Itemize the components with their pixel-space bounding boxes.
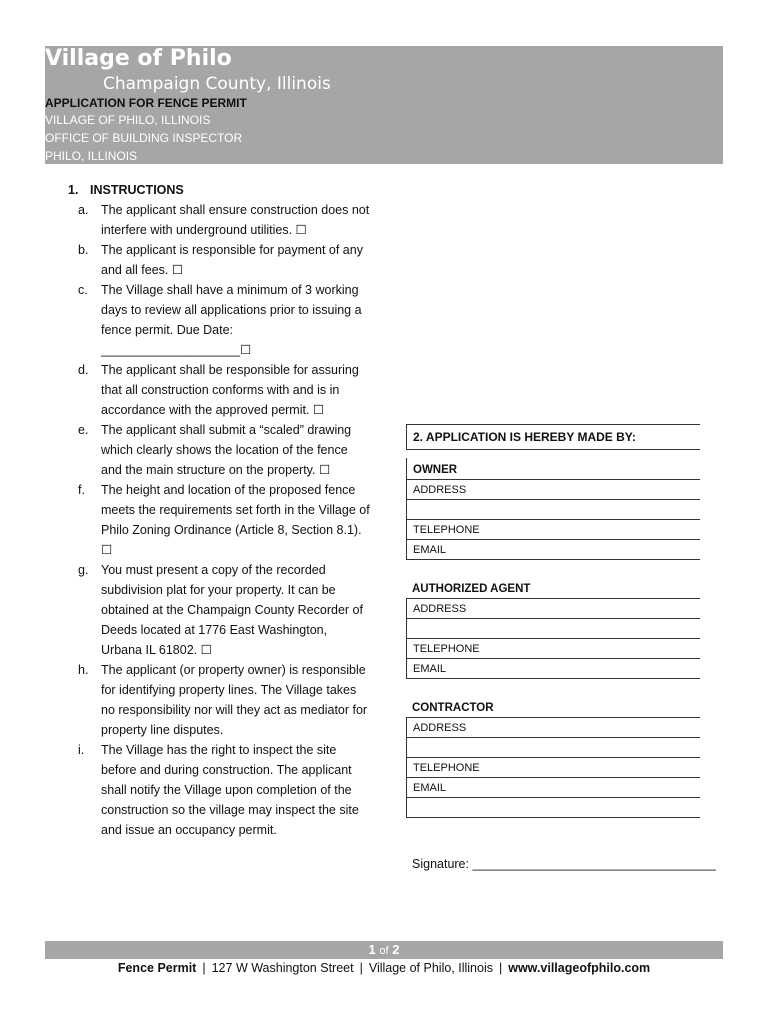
header-line-location: PHILO, ILLINOIS — [45, 149, 138, 163]
instruction-item — [60, 480, 370, 560]
owner-address-field[interactable]: ADDRESS — [406, 480, 700, 500]
village-title: Village of Philo — [45, 46, 232, 71]
footer-doc-title: Fence Permit — [117, 961, 197, 975]
agent-telephone-field[interactable]: TELEPHONE — [406, 639, 700, 659]
contractor-email-field[interactable]: EMAIL — [406, 778, 700, 798]
item-text: The Village shall have a minimum of 3 working days to review all applications prior to issuing a fence permit. Due Date: ____________________☐ — [101, 283, 362, 357]
header-banner — [45, 46, 723, 164]
agent-label: AUTHORIZED AGENT — [406, 577, 700, 599]
item-letter: a. — [78, 203, 89, 217]
item-letter: f. — [78, 483, 85, 497]
footer-website-link[interactable]: www.villageofphilo.com — [508, 961, 651, 975]
item-letter: d. — [78, 363, 89, 377]
item-letter: g. — [78, 563, 89, 577]
page-total: 2 — [392, 942, 400, 957]
item-letter: b. — [78, 243, 89, 257]
instructions-heading-text: INSTRUCTIONS — [90, 183, 184, 197]
county-subtitle: Champaign County, Illinois — [103, 74, 331, 94]
agent-address-field[interactable]: ADDRESS — [406, 599, 700, 619]
agent-address-line2-field[interactable] — [406, 619, 700, 639]
instruction-item — [60, 240, 370, 280]
item-text: The applicant shall ensure construction does not interfere with underground utilities. ☐ — [101, 203, 370, 237]
contractor-address-line2-field[interactable] — [406, 738, 700, 758]
signature-line[interactable]: Signature: ___________________________________ — [412, 857, 716, 871]
header-line-village: VILLAGE OF PHILO, ILLINOIS — [45, 113, 211, 127]
footer-village: Village of Philo, Illinois — [368, 961, 493, 975]
item-text: The height and location of the proposed fence meets the requirements set forth in the Village of Philo Zoning Ordinance (Article 8, Section 8.1). ☐ — [101, 483, 370, 557]
application-title: APPLICATION FOR FENCE PERMIT — [45, 96, 247, 110]
instruction-item — [60, 360, 370, 420]
page-current: 1 — [368, 942, 376, 957]
contractor-label: CONTRACTOR — [406, 696, 700, 718]
footer-separator: | — [202, 961, 206, 975]
item-letter: i. — [78, 743, 85, 757]
contractor-address-field[interactable]: ADDRESS — [406, 718, 700, 738]
contractor-extra-field[interactable] — [406, 798, 700, 818]
item-letter: c. — [78, 283, 88, 297]
item-letter: h. — [78, 663, 89, 677]
item-text: The applicant is responsible for payment of any and all fees. ☐ — [101, 243, 363, 277]
owner-email-field[interactable]: EMAIL — [406, 540, 700, 560]
page-of: of — [379, 945, 389, 957]
owner-address-line2-field[interactable] — [406, 500, 700, 520]
header-line-office: OFFICE OF BUILDING INSPECTOR — [45, 131, 243, 145]
footer-separator: | — [359, 961, 363, 975]
footer-separator: | — [498, 961, 503, 975]
application-form — [406, 424, 700, 818]
agent-email-field[interactable]: EMAIL — [406, 659, 700, 679]
instructions-section — [60, 180, 370, 840]
application-heading: 2. APPLICATION IS HEREBY MADE BY: — [406, 424, 700, 450]
footer — [0, 961, 768, 975]
owner-telephone-field[interactable]: TELEPHONE — [406, 520, 700, 540]
item-letter: e. — [78, 423, 89, 437]
instruction-item — [60, 420, 370, 480]
instruction-item — [60, 740, 370, 840]
instruction-item — [60, 560, 370, 660]
item-text: The applicant shall submit a “scaled” drawing which clearly shows the location of the fence and the main structure on the property. ☐ — [101, 423, 352, 477]
item-text: The applicant (or property owner) is responsible for identifying property lines. The Village takes no responsibility nor will they act as mediator for property line disputes. — [101, 663, 368, 737]
instruction-item — [60, 200, 370, 240]
owner-label: OWNER — [406, 458, 700, 480]
page-number-bar — [45, 941, 723, 959]
instruction-item — [60, 660, 370, 740]
instructions-heading — [60, 180, 370, 200]
instruction-item — [60, 280, 370, 360]
footer-address: 127 W Washington Street — [211, 961, 354, 975]
instructions-number: 1. — [68, 183, 79, 197]
item-text: The applicant shall be responsible for assuring that all construction conforms with and is in accordance with the approved permit. ☐ — [101, 363, 359, 417]
contractor-telephone-field[interactable]: TELEPHONE — [406, 758, 700, 778]
item-text: The Village has the right to inspect the site before and during construction. The applicant shall notify the Village upon completion of the construction so the village may inspect the site and issue an occupancy permit. — [101, 743, 359, 837]
item-text: You must present a copy of the recorded subdivision plat for your property. It can be obtained at the Champaign County Recorder of Deeds located at 1776 East Washington, Urbana IL 61802. ☐ — [101, 563, 363, 657]
